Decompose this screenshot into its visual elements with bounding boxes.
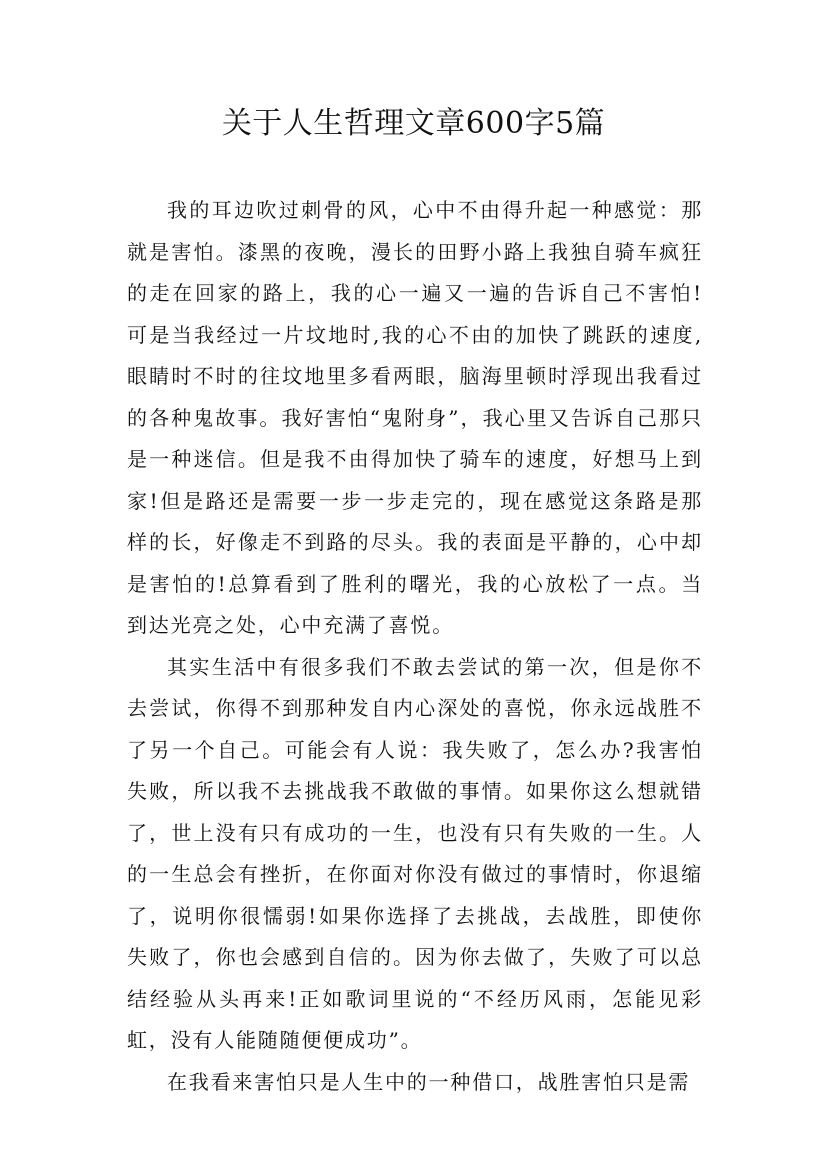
- document-body: [127, 190, 703, 1103]
- paragraph-1: 我的耳边吹过刺骨的风，心中不由得升起一种感觉：那就是害怕。漆黑的夜晚，漫长的田野小路上我独自骑车疯狂的走在回家的路上，我的心一遍又一遍的告诉自己不害怕!可是当我经过一片坟地时,我的心不由的加快了跳跃的速度,眼睛时不时的往坟地里多看两眼，脑海里顿时浮现出我看过的各种鬼故事。我好害怕“鬼附身”，我心里又告诉自己那只是一种迷信。但是我不由得加快了骑车的速度，好想马上到家!但是路还是需要一步一步走完的，现在感觉这条路是那样的长，好像走不到路的尽头。我的表面是平静的，心中却是害怕的!总算看到了胜利的曙光，我的心放松了一点。当到达光亮之处，心中充满了喜悦。: [127, 198, 703, 637]
- paragraph-3: 在我看来害怕只是人生中的一种借口，战胜害怕只是需: [167, 1069, 691, 1094]
- paragraph-2: 其实生活中有很多我们不敢去尝试的第一次，但是你不去尝试，你得不到那种发自内心深处的喜悦，你永远战胜不了另一个自己。可能会有人说：我失败了，怎么办?我害怕失败，所以我不去挑战我不敢做的事情。如果你这么想就错了，世上没有只有成功的一生，也没有只有失败的一生。人的一生总会有挫折，在你面对你没有做过的事情时，你退缩了，说明你很懦弱!如果你选择了去挑战，去战胜，即使你失败了，你也会感到自信的。因为你去做了，失败了可以总结经验从头再来!正如歌词里说的“不经历风雨，怎能见彩虹，没有人能随随便便成功”。: [127, 654, 703, 1052]
- document-title: 关于人生哲理文章600字5篇: [221, 106, 606, 141]
